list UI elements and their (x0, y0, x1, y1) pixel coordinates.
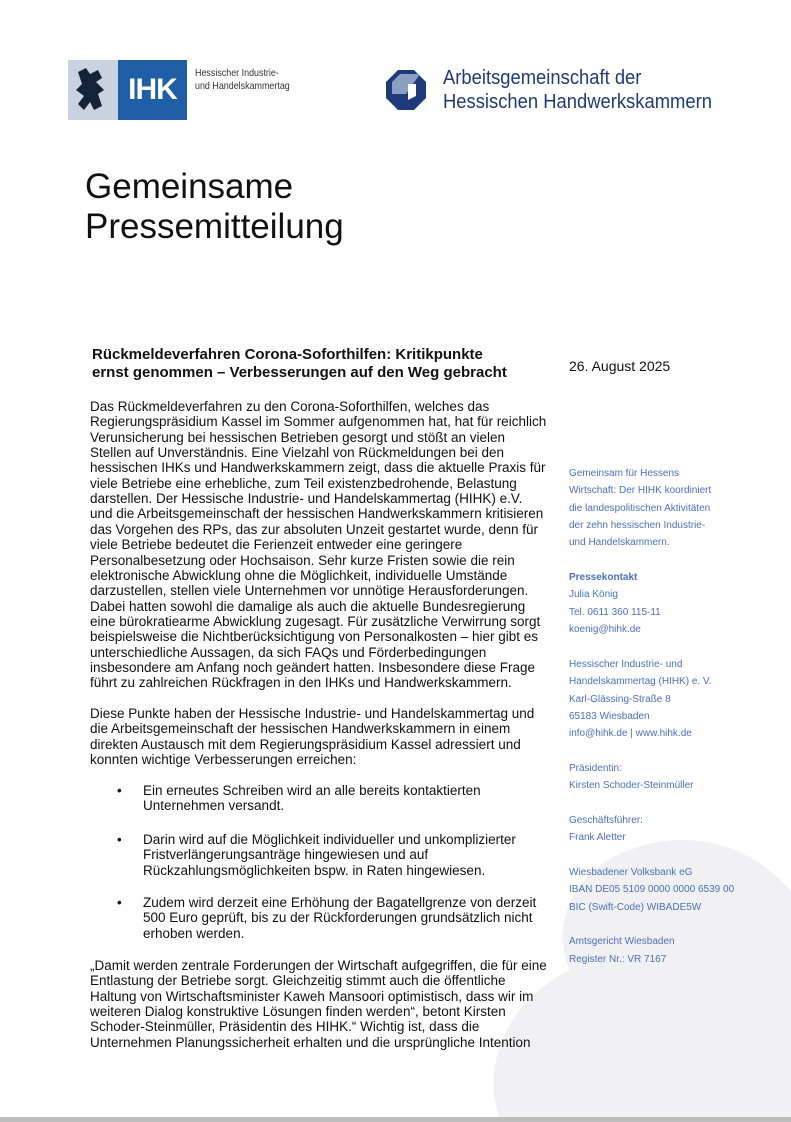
bullet-icon: • (117, 783, 122, 798)
headline-line: ernst genommen – Verbesserungen auf den Weg gebracht (92, 364, 507, 381)
title-line: Gemeinsame (85, 167, 294, 206)
sidebar-line: Karl-Glässing-Straße 8 (569, 693, 671, 705)
sidebar-line: Geschäftsführer: (569, 815, 643, 826)
ihk-org-line: Hessischer Industrie- (195, 67, 279, 79)
bullet-item-line: Rückzahlungsmöglichkeiten bspw. in Raten hingewiesen. (143, 862, 486, 878)
paragraph-line: beispielsweise die Nichtberücksichtigung von Personalkosten – hier gibt es (90, 629, 538, 645)
bullet-item-line: Fristverlängerungsanträge hingewiesen und auf (143, 847, 429, 863)
paragraph-line: eine bürokratiearme Abwicklung zugesagt. Für zusätzliche Verwirrung sorgt (90, 613, 541, 629)
lion-icon (68, 60, 118, 120)
paragraph-line: Regierungspräsidium Kassel im Sommer aufgenommen hat, hat für reichlich (90, 414, 547, 430)
bullet-icon: • (117, 895, 122, 910)
sidebar-line[interactable]: info@hihk.de | www.hihk.de (569, 728, 692, 740)
title-line: Pressemitteilung (85, 207, 344, 246)
sidebar-line: Frank Aletter (569, 832, 626, 844)
paragraph-line: führt zu zahlreichen Rückfragen in den IHKs und Handwerkskammern. (90, 675, 512, 691)
sidebar-line: Gemeinsam für Hessens (569, 468, 680, 479)
paragraph-line: Haltung von Wirtschaftsminister Kaweh Mansoori optimistisch, dass wir im (90, 988, 534, 1004)
paragraph-line: konnten wichtige Verbesserungen erreichen: (90, 752, 357, 768)
sidebar-line: Tel. 0611 360 115-11 (569, 606, 661, 618)
sidebar-line: Präsidentin: (569, 762, 622, 774)
page-bottom-edge (0, 1117, 791, 1122)
paragraph-line: hessischen IHKs und Handwerkskammern zeigt, dass die aktuelle Praxis für (90, 460, 546, 476)
sidebar-line: Handelskammertag (HIHK) e. V. (569, 676, 712, 688)
paragraph-line: Stellen auf Unverständnis. Eine Vielzahl von Rückmeldungen bei den (90, 445, 505, 461)
paragraph-line: insbesondere am Anfang noch geändert hatten. Insbesondere diese Frage (90, 659, 536, 675)
bullet-icon: • (117, 832, 122, 847)
bullet-item-line: erhoben werden. (143, 925, 245, 941)
sidebar-line: Amtsgericht Wiesbaden (569, 936, 675, 948)
sidebar-line: und Handelskammern. (569, 537, 670, 549)
sidebar-line: Hessischer Industrie- und (569, 658, 683, 670)
paragraph-line: viele Betriebe bedeutet die Ferienzeit entweder eine geringere (90, 537, 463, 553)
sidebar-line: Kirsten Schoder-Steinmüller (569, 780, 694, 792)
bullet-item-line: Darin wird auf die Möglichkeit individueller und unkomplizierter (143, 832, 516, 847)
sidebar-line: Wirtschaft: Der HIHK koordiniert (569, 485, 712, 497)
sidebar-line: die landespolitischen Aktivitäten (569, 502, 711, 514)
paragraph-line: das Vorgehen des RPs, das zur absoluten Unzeit gestartet wurde, denn für (90, 521, 539, 537)
paragraph-line: direkten Austausch mit dem Regierungspräsidium Kassel adressiert und (90, 736, 521, 752)
paragraph-line: elektronische Abwicklung ohne die Möglichkeit, individuelle Umstände (90, 567, 508, 583)
ihk-logo (68, 60, 187, 120)
paragraph-line: und die Arbeitsgemeinschaft der hessischen Handwerkskammern kritisieren (90, 506, 544, 522)
paragraph-line: darstellen. Der Hessische Industrie- und Handelskammertag (HIHK) e.V. (90, 491, 523, 507)
sidebar-line: BIC (Swift-Code) WIBADE5W (569, 901, 702, 913)
bullet-item-line: Zudem wird derzeit eine Erhöhung der Bagatellgrenze von derzeit (143, 895, 537, 910)
paragraph-line: Dabei hatten sowohl die damalige als auch die aktuelle Bundesregierung (90, 598, 526, 614)
ihk-org-line: und Handelskammertag (195, 80, 290, 92)
page-title (85, 167, 344, 247)
sidebar-line[interactable]: koenig@hihk.de (569, 624, 641, 636)
paragraph-line: weiteren Dialog konstruktive Lösungen finden werden“, betont Kirsten (90, 1004, 506, 1020)
sidebar-line: 65183 Wiesbaden (569, 710, 650, 722)
ag-org-name (443, 66, 712, 114)
paragraph-line: darzustellen, stellen viele Unternehmen vor unnötige Herausforderungen. (90, 583, 529, 599)
paragraph-line: Personalbesetzung oder Hochsaison. Sehr kurze Fristen sowie die rein (90, 552, 515, 568)
sidebar-line: der zehn hessischen Industrie- (569, 520, 706, 532)
ihk-logo-text: IHK (118, 60, 187, 120)
paragraph-line: Schoder-Steinmüller, Präsidentin des HIHK.“ Wichtig ist, dass die (90, 1019, 480, 1035)
bullet-item-line: 500 Euro geprüft, bis zu der Rückforderungen grundsätzlich nicht (143, 910, 533, 926)
sidebar-line: Wiesbadener Volksbank eG (569, 867, 693, 879)
headline-line: Rückmeldeverfahren Corona-Soforthilfen: Kritikpunkte (92, 346, 483, 363)
paragraph-line: die Arbeitsgemeinschaft der hessischen Handwerkskammern in einem (90, 721, 511, 737)
paragraph-line: Verunsicherung bei hessischen Betrieben gesorgt und stößt an vielen (90, 429, 506, 445)
paragraph-line: viele Betriebe eine erhebliche, zum Teil existenzbedrohende, Belastung (90, 475, 517, 491)
paragraph-line: Das Rückmeldeverfahren zu den Corona-Soforthilfen, welches das (90, 399, 490, 414)
ag-org-line: Hessischen Handwerkskammern (443, 91, 712, 113)
ihk-org-name (195, 67, 290, 93)
headline (92, 346, 507, 382)
sidebar-heading: Pressekontakt (569, 572, 638, 584)
ag-org-line: Arbeitsgemeinschaft der (443, 67, 642, 89)
paragraph-line: Entlastung der Betriebe sorgt. Gleichzeitig stimmt auch die öffentliche (90, 973, 506, 989)
bullet-item-line: Unternehmen versandt. (143, 798, 285, 814)
ag-handwerk-logo-icon (386, 70, 426, 110)
sidebar-line: Julia König (569, 589, 618, 601)
paragraph-line: „Damit werden zentrale Forderungen der Wirtschaft aufgegriffen, die für eine (90, 958, 547, 973)
paragraph-line: unterschiedliche Aussagen, da sich FAQs und Förderbedingungen (90, 644, 487, 660)
bullet-item-line: Ein erneutes Schreiben wird an alle bereits kontaktierten (143, 783, 481, 798)
paragraph-line: Unternehmen Planungssicherheit erhalten und die ursprüngliche Intention (90, 1034, 531, 1050)
release-date: 26. August 2025 (569, 358, 671, 374)
sidebar-line: Register Nr.: VR 7167 (569, 953, 667, 965)
sidebar-line: IBAN DE05 5109 0000 0000 6539 00 (569, 884, 735, 896)
paragraph-line: Diese Punkte haben der Hessische Industrie- und Handelskammertag und (90, 706, 535, 721)
